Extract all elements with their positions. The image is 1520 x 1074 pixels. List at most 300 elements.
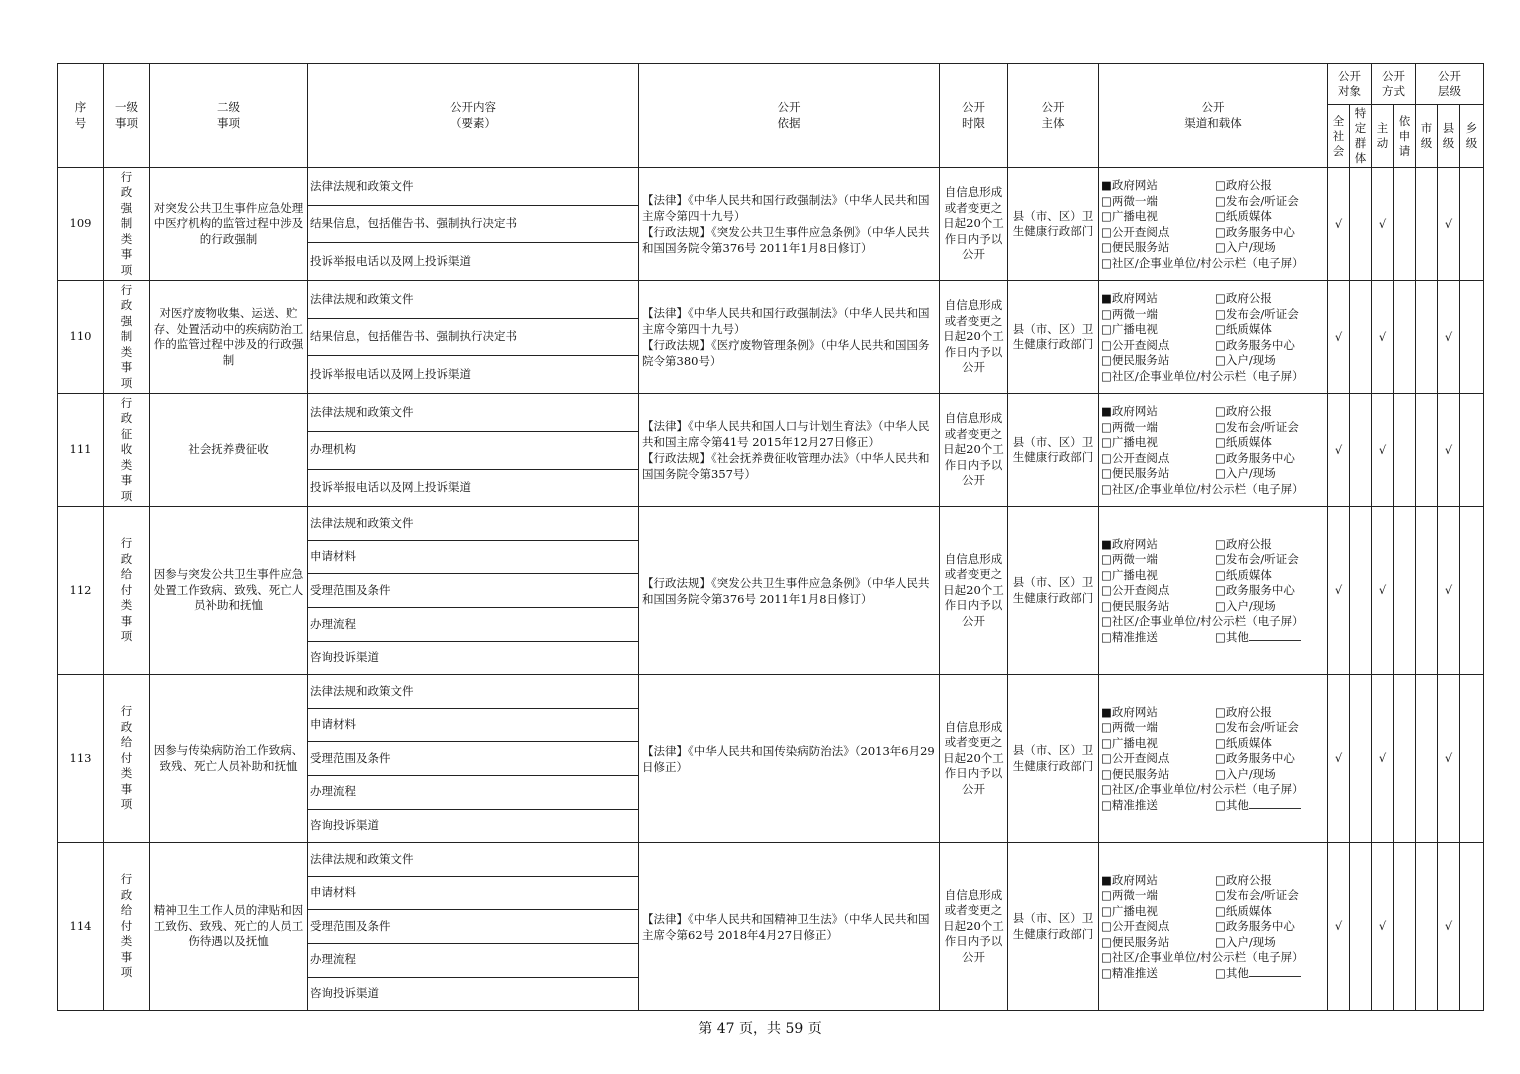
channel-gov-gazette: □政府公报 [1215, 872, 1272, 887]
header-content-text: 公开内容 （要素） [450, 100, 496, 130]
check-mark: √ [1378, 751, 1387, 766]
cell-level-town [1460, 281, 1484, 394]
channel-conv-station: □便民服务站 [1101, 934, 1170, 949]
cell-content [308, 742, 639, 776]
channel-service-center: □政务服务中心 [1215, 224, 1295, 239]
header-time [940, 64, 1008, 168]
cell-seq [58, 168, 104, 281]
check-mark: √ [1444, 216, 1453, 231]
channel-conv-station: □便民服务站 [1101, 240, 1170, 255]
cell-method-active [1372, 281, 1394, 394]
cell-time [940, 843, 1008, 1011]
table-row [58, 507, 1484, 541]
cell-content [308, 641, 639, 675]
channel-paper: □纸质媒体 [1215, 567, 1272, 582]
cell-level1 [104, 281, 150, 394]
content-text: 咨询投诉渠道 [310, 650, 379, 665]
subject-text: 县（市、区）卫生健康行政部门 [1012, 321, 1094, 352]
header-level [1416, 64, 1484, 105]
cell-content [308, 281, 639, 319]
channel-door: □入户/现场 [1215, 934, 1276, 949]
cell-channel [1099, 675, 1328, 843]
cell-seq [58, 281, 104, 394]
cell-target-specific [1350, 675, 1372, 843]
channel-gov-gazette: □政府公报 [1215, 704, 1272, 719]
check-mark: √ [1444, 442, 1453, 457]
subject-text: 县（市、区）卫生健康行政部门 [1012, 208, 1094, 239]
channel-gov-gazette: □政府公报 [1215, 536, 1272, 551]
cell-method-request [1394, 843, 1416, 1011]
channel-door: □入户/现场 [1215, 598, 1276, 613]
cell-level-town [1460, 168, 1484, 281]
time-text: 自信息形成或者变更之日起20个工作日内予以公开 [943, 719, 1004, 796]
header-basis-text: 公开 依据 [777, 100, 801, 130]
content-text: 申请材料 [310, 549, 356, 564]
channel-board: □社区/企事业单位/村公示栏（电子屏） [1101, 950, 1304, 965]
channel-other: □其他 [1215, 965, 1249, 980]
cell-content [308, 775, 639, 809]
check-mark: √ [1334, 583, 1343, 598]
header-level-county-text: 县 级 [1442, 121, 1455, 150]
channel-door: □入户/现场 [1215, 240, 1276, 255]
seq-text: 109 [69, 216, 92, 231]
channel-board: □社区/企事业单位/村公示栏（电子屏） [1101, 614, 1304, 629]
cell-level-city [1416, 394, 1438, 507]
subject-text: 县（市、区）卫生健康行政部门 [1012, 434, 1094, 465]
content-text: 法律法规和政策文件 [310, 515, 414, 530]
cell-subject [1008, 281, 1099, 394]
cell-content [308, 910, 639, 944]
content-text: 法律法规和政策文件 [310, 291, 414, 306]
cell-content [308, 977, 639, 1011]
cell-content [308, 943, 639, 977]
check-mark: √ [1444, 751, 1453, 766]
header-channel [1099, 64, 1328, 168]
cell-target-specific [1350, 168, 1372, 281]
header-method [1372, 64, 1416, 105]
level1-text: 行政给付类事项 [120, 536, 133, 644]
check-mark: √ [1334, 442, 1343, 457]
channel-paper: □纸质媒体 [1215, 735, 1272, 750]
cell-target-specific [1350, 843, 1372, 1011]
channel-list [1101, 705, 1325, 814]
level1-text: 行政强制类事项 [120, 282, 133, 390]
basis-text: 【法律】《中华人民共和国精神卫生法》（中华人民共和国主席令第62号 2018年4月27日修正） [642, 911, 930, 942]
channel-service-center: □政务服务中心 [1215, 751, 1295, 766]
cell-content [308, 356, 639, 394]
check-mark: √ [1334, 751, 1343, 766]
header-seq-text: 序 号 [74, 100, 87, 130]
cell-level1 [104, 507, 150, 675]
channel-tv: □广播电视 [1101, 209, 1158, 224]
check-mark: √ [1378, 583, 1387, 598]
channel-list [1101, 291, 1325, 384]
table-row [58, 675, 1484, 709]
basis-text: 【法律】《中华人民共和国传染病防治法》（2013年6月29日修正） [642, 743, 935, 774]
cell-method-active [1372, 675, 1394, 843]
cell-content [308, 843, 639, 877]
cell-level1 [104, 675, 150, 843]
basis-text: 【法律】《中华人民共和国行政强制法》（中华人民共和国主席令第四十九号） 【行政法规】《突发公共卫生事件应急条例》（中华人民共和国国务院令第376号 2011年1月8日修订） [642, 193, 930, 256]
cell-level2 [150, 675, 308, 843]
cell-seq [58, 675, 104, 843]
channel-board: □社区/企事业单位/村公示栏（电子屏） [1101, 368, 1304, 383]
channel-precise: □精准推送 [1101, 629, 1158, 644]
level1-text: 行政强制类事项 [120, 169, 133, 277]
header-subject-text: 公开 主体 [1041, 100, 1065, 130]
cell-method-request [1394, 394, 1416, 507]
cell-level-city [1416, 675, 1438, 843]
cell-level-city [1416, 507, 1438, 675]
channel-gov-site: ■政府网站 [1101, 704, 1158, 719]
channel-other: □其他 [1215, 797, 1249, 812]
cell-subject [1008, 168, 1099, 281]
header-method-text: 公开 方式 [1382, 69, 1405, 98]
disclosure-table [57, 63, 1484, 1011]
check-mark: √ [1378, 442, 1387, 457]
cell-content [308, 507, 639, 541]
time-text: 自信息形成或者变更之日起20个工作日内予以公开 [943, 551, 1004, 628]
channel-tv: □广播电视 [1101, 322, 1158, 337]
check-mark: √ [1334, 919, 1343, 934]
channel-two-one: □两微一端 [1101, 888, 1158, 903]
check-mark: √ [1444, 583, 1453, 598]
channel-conv-station: □便民服务站 [1101, 598, 1170, 613]
content-text: 结果信息，包括催告书、强制执行决定书 [310, 216, 517, 231]
check-mark: √ [1378, 329, 1387, 344]
cell-target-all [1328, 507, 1350, 675]
level2-text: 对医疗废物收集、运送、贮存、处置活动中的疾病防治工作的监管过程中涉及的行政强制 [153, 306, 304, 367]
content-text: 投诉举报电话以及网上投诉渠道 [310, 253, 471, 268]
seq-text: 110 [69, 329, 92, 344]
check-mark: √ [1378, 919, 1387, 934]
content-text: 咨询投诉渠道 [310, 818, 379, 833]
table-row [58, 843, 1484, 877]
cell-target-specific [1350, 281, 1372, 394]
cell-content [308, 540, 639, 574]
header-target-text: 公开 对象 [1338, 69, 1361, 98]
header-method-request-text: 依 申 请 [1398, 113, 1411, 158]
cell-basis [639, 507, 940, 675]
content-text: 申请材料 [310, 717, 356, 732]
channel-two-one: □两微一端 [1101, 720, 1158, 735]
cell-level-county [1438, 168, 1460, 281]
cell-level2 [150, 168, 308, 281]
table-row [58, 168, 1484, 206]
content-text: 受理范围及条件 [310, 582, 391, 597]
header-target-all [1328, 105, 1350, 168]
level2-text: 因参与突发公共卫生事件应急处置工作致病、致残、死亡人员补助和抚恤 [153, 567, 304, 613]
header-method-active-text: 主 动 [1376, 121, 1389, 150]
subject-text: 县（市、区）卫生健康行政部门 [1012, 743, 1094, 773]
cell-channel [1099, 394, 1328, 507]
header-level2-text: 二级 事项 [217, 100, 240, 130]
cell-level-town [1460, 675, 1484, 843]
cell-basis [639, 843, 940, 1011]
cell-target-all [1328, 281, 1350, 394]
level2-text: 因参与传染病防治工作致病、致残、死亡人员补助和抚恤 [153, 743, 304, 773]
cell-basis [639, 675, 940, 843]
cell-level-county [1438, 394, 1460, 507]
cell-level-county [1438, 843, 1460, 1011]
channel-tv: □广播电视 [1101, 903, 1158, 918]
cell-level-city [1416, 168, 1438, 281]
cell-content [308, 431, 639, 469]
cell-seq [58, 843, 104, 1011]
channel-gov-site: ■政府网站 [1101, 178, 1158, 193]
cell-level1 [104, 394, 150, 507]
time-text: 自信息形成或者变更之日起20个工作日内予以公开 [943, 887, 1004, 964]
cell-method-request [1394, 168, 1416, 281]
cell-method-request [1394, 281, 1416, 394]
channel-reading: □公开查阅点 [1101, 583, 1170, 598]
header-level2 [150, 64, 308, 168]
header-level-town-text: 乡 级 [1465, 121, 1478, 150]
channel-tv: □广播电视 [1101, 567, 1158, 582]
cell-channel [1099, 168, 1328, 281]
cell-content [308, 607, 639, 641]
cell-method-request [1394, 507, 1416, 675]
level2-text: 对突发公共卫生事件应急处理中医疗机构的监管过程中涉及的行政强制 [153, 200, 304, 246]
content-text: 办理机构 [310, 442, 356, 457]
cell-level2 [150, 843, 308, 1011]
cell-target-specific [1350, 394, 1372, 507]
table-row [58, 394, 1484, 432]
cell-method-active [1372, 394, 1394, 507]
header-channel-text: 公开 渠道和载体 [1184, 100, 1242, 130]
channel-door: □入户/现场 [1215, 766, 1276, 781]
cell-target-all [1328, 394, 1350, 507]
seq-text: 112 [69, 582, 92, 597]
basis-text: 【法律】《中华人民共和国人口与计划生育法》（中华人民共和国主席令第41号 2015年12月27日修正） 【行政法规】《社会抚养费征收管理办法》（中华人民共和国国务院令第357号） [642, 419, 930, 482]
channel-precise: □精准推送 [1101, 797, 1158, 812]
header-target-all-text: 全 社 会 [1332, 113, 1345, 158]
header-level-city-text: 市 级 [1420, 121, 1433, 150]
channel-two-one: □两微一端 [1101, 193, 1158, 208]
seq-text: 113 [69, 750, 92, 765]
cell-content [308, 469, 639, 507]
subject-text: 县（市、区）卫生健康行政部门 [1012, 575, 1094, 605]
cell-basis [639, 281, 940, 394]
channel-two-one: □两微一端 [1101, 306, 1158, 321]
time-text: 自信息形成或者变更之日起20个工作日内予以公开 [943, 411, 1004, 488]
cell-content [308, 168, 639, 206]
channel-tv: □广播电视 [1101, 735, 1158, 750]
content-text: 法律法规和政策文件 [310, 178, 414, 193]
content-text: 法律法规和政策文件 [310, 404, 414, 419]
basis-text: 【行政法规】《突发公共卫生事件应急条例》（中华人民共和国国务院令第376号 2011年1月8日修订） [642, 575, 930, 606]
content-text: 受理范围及条件 [310, 918, 391, 933]
cell-level1 [104, 843, 150, 1011]
header-level-county [1438, 105, 1460, 168]
header-level-text: 公开 层级 [1438, 69, 1461, 98]
cell-subject [1008, 507, 1099, 675]
header-subject [1008, 64, 1099, 168]
content-text: 咨询投诉渠道 [310, 986, 379, 1001]
cell-level-county [1438, 281, 1460, 394]
cell-level-town [1460, 843, 1484, 1011]
channel-gov-gazette: □政府公报 [1215, 291, 1272, 306]
page-footer: 第 47 页，共 59 页 [698, 1021, 822, 1037]
cell-method-request [1394, 675, 1416, 843]
other-blank-line [1249, 798, 1301, 809]
cell-content [308, 574, 639, 608]
header-target [1328, 64, 1372, 105]
check-mark: √ [1444, 919, 1453, 934]
cell-basis [639, 394, 940, 507]
content-text: 投诉举报电话以及网上投诉渠道 [310, 480, 471, 495]
content-text: 法律法规和政策文件 [310, 851, 414, 866]
channel-paper: □纸质媒体 [1215, 903, 1272, 918]
header-content [308, 64, 639, 168]
cell-target-all [1328, 675, 1350, 843]
cell-level-town [1460, 394, 1484, 507]
level2-text: 社会抚养费征收 [188, 442, 269, 457]
time-text: 自信息形成或者变更之日起20个工作日内予以公开 [943, 185, 1004, 262]
channel-reading: □公开查阅点 [1101, 224, 1170, 239]
cell-content [308, 708, 639, 742]
channel-list [1101, 873, 1325, 982]
cell-target-all [1328, 168, 1350, 281]
header-method-request [1394, 105, 1416, 168]
cell-subject [1008, 675, 1099, 843]
channel-gov-site: ■政府网站 [1101, 872, 1158, 887]
cell-level2 [150, 394, 308, 507]
time-text: 自信息形成或者变更之日起20个工作日内予以公开 [943, 298, 1004, 375]
channel-service-center: □政务服务中心 [1215, 583, 1295, 598]
channel-tv: □广播电视 [1101, 435, 1158, 450]
cell-method-active [1372, 507, 1394, 675]
cell-time [940, 507, 1008, 675]
cell-level2 [150, 281, 308, 394]
channel-reading: □公开查阅点 [1101, 337, 1170, 352]
content-text: 法律法规和政策文件 [310, 683, 414, 698]
header-time-text: 公开 时限 [962, 100, 985, 130]
cell-level-county [1438, 507, 1460, 675]
cell-channel [1099, 507, 1328, 675]
cell-level2 [150, 507, 308, 675]
cell-channel [1099, 843, 1328, 1011]
channel-two-one: □两微一端 [1101, 419, 1158, 434]
channel-press: □发布会/听证会 [1215, 419, 1299, 434]
cell-method-active [1372, 168, 1394, 281]
other-blank-line [1249, 630, 1301, 641]
channel-conv-station: □便民服务站 [1101, 766, 1170, 781]
channel-paper: □纸质媒体 [1215, 209, 1272, 224]
header-seq [58, 64, 104, 168]
level1-text: 行政给付类事项 [120, 872, 133, 980]
header-level-city [1416, 105, 1438, 168]
basis-text: 【法律】《中华人民共和国行政强制法》（中华人民共和国主席令第四十九号） 【行政法规】《医疗废物管理条例》（中华人民共和国国务院令第380号） [642, 306, 930, 369]
header-level1-text: 一级 事项 [115, 100, 138, 130]
content-text: 受理范围及条件 [310, 750, 391, 765]
channel-door: □入户/现场 [1215, 353, 1276, 368]
channel-list [1101, 537, 1325, 646]
channel-service-center: □政务服务中心 [1215, 450, 1295, 465]
cell-subject [1008, 394, 1099, 507]
cell-method-active [1372, 843, 1394, 1011]
level1-text: 行政给付类事项 [120, 704, 133, 812]
cell-time [940, 394, 1008, 507]
cell-content [308, 205, 639, 243]
channel-service-center: □政务服务中心 [1215, 337, 1295, 352]
channel-board: □社区/企事业单位/村公示栏（电子屏） [1101, 782, 1304, 797]
header-method-active [1372, 105, 1394, 168]
cell-level1 [104, 168, 150, 281]
cell-target-all [1328, 843, 1350, 1011]
channel-press: □发布会/听证会 [1215, 552, 1299, 567]
level2-text: 精神卫生工作人员的津贴和因工致伤、致残、死亡的人员工伤待遇以及抚恤 [153, 903, 304, 949]
channel-list [1101, 178, 1325, 271]
cell-seq [58, 507, 104, 675]
check-mark: √ [1378, 216, 1387, 231]
seq-text: 114 [69, 918, 92, 933]
channel-paper: □纸质媒体 [1215, 435, 1272, 450]
header-basis [639, 64, 940, 168]
channel-door: □入户/现场 [1215, 466, 1276, 481]
cell-content [308, 809, 639, 843]
cell-content [308, 675, 639, 709]
content-text: 办理流程 [310, 952, 356, 967]
content-text: 结果信息，包括催告书、强制执行决定书 [310, 329, 517, 344]
channel-press: □发布会/听证会 [1215, 193, 1299, 208]
level1-text: 行政征收类事项 [120, 395, 133, 503]
channel-list [1101, 404, 1325, 497]
check-mark: √ [1444, 329, 1453, 344]
cell-content [308, 394, 639, 432]
channel-reading: □公开查阅点 [1101, 751, 1170, 766]
cell-level-town [1460, 507, 1484, 675]
other-blank-line [1249, 966, 1301, 977]
channel-conv-station: □便民服务站 [1101, 353, 1170, 368]
cell-level-city [1416, 281, 1438, 394]
header-level1 [104, 64, 150, 168]
content-text: 申请材料 [310, 885, 356, 900]
header-target-specific [1350, 105, 1372, 168]
cell-target-specific [1350, 507, 1372, 675]
channel-conv-station: □便民服务站 [1101, 466, 1170, 481]
content-text: 投诉举报电话以及网上投诉渠道 [310, 367, 471, 382]
channel-press: □发布会/听证会 [1215, 888, 1299, 903]
channel-gov-gazette: □政府公报 [1215, 404, 1272, 419]
cell-channel [1099, 281, 1328, 394]
channel-press: □发布会/听证会 [1215, 306, 1299, 321]
cell-level-city [1416, 843, 1438, 1011]
channel-precise: □精准推送 [1101, 965, 1158, 980]
channel-two-one: □两微一端 [1101, 552, 1158, 567]
cell-time [940, 168, 1008, 281]
cell-basis [639, 168, 940, 281]
cell-subject [1008, 843, 1099, 1011]
channel-other: □其他 [1215, 629, 1249, 644]
table-row [58, 281, 1484, 319]
content-text: 办理流程 [310, 784, 356, 799]
channel-service-center: □政务服务中心 [1215, 919, 1295, 934]
cell-content [308, 876, 639, 910]
channel-board: □社区/企事业单位/村公示栏（电子屏） [1101, 255, 1304, 270]
channel-gov-site: ■政府网站 [1101, 404, 1158, 419]
cell-content [308, 243, 639, 281]
header-level-town [1460, 105, 1484, 168]
channel-press: □发布会/听证会 [1215, 720, 1299, 735]
check-mark: √ [1334, 216, 1343, 231]
content-text: 办理流程 [310, 616, 356, 631]
channel-gov-site: ■政府网站 [1101, 536, 1158, 551]
seq-text: 111 [69, 442, 92, 457]
channel-board: □社区/企事业单位/村公示栏（电子屏） [1101, 481, 1304, 496]
channel-gov-site: ■政府网站 [1101, 291, 1158, 306]
channel-gov-gazette: □政府公报 [1215, 178, 1272, 193]
